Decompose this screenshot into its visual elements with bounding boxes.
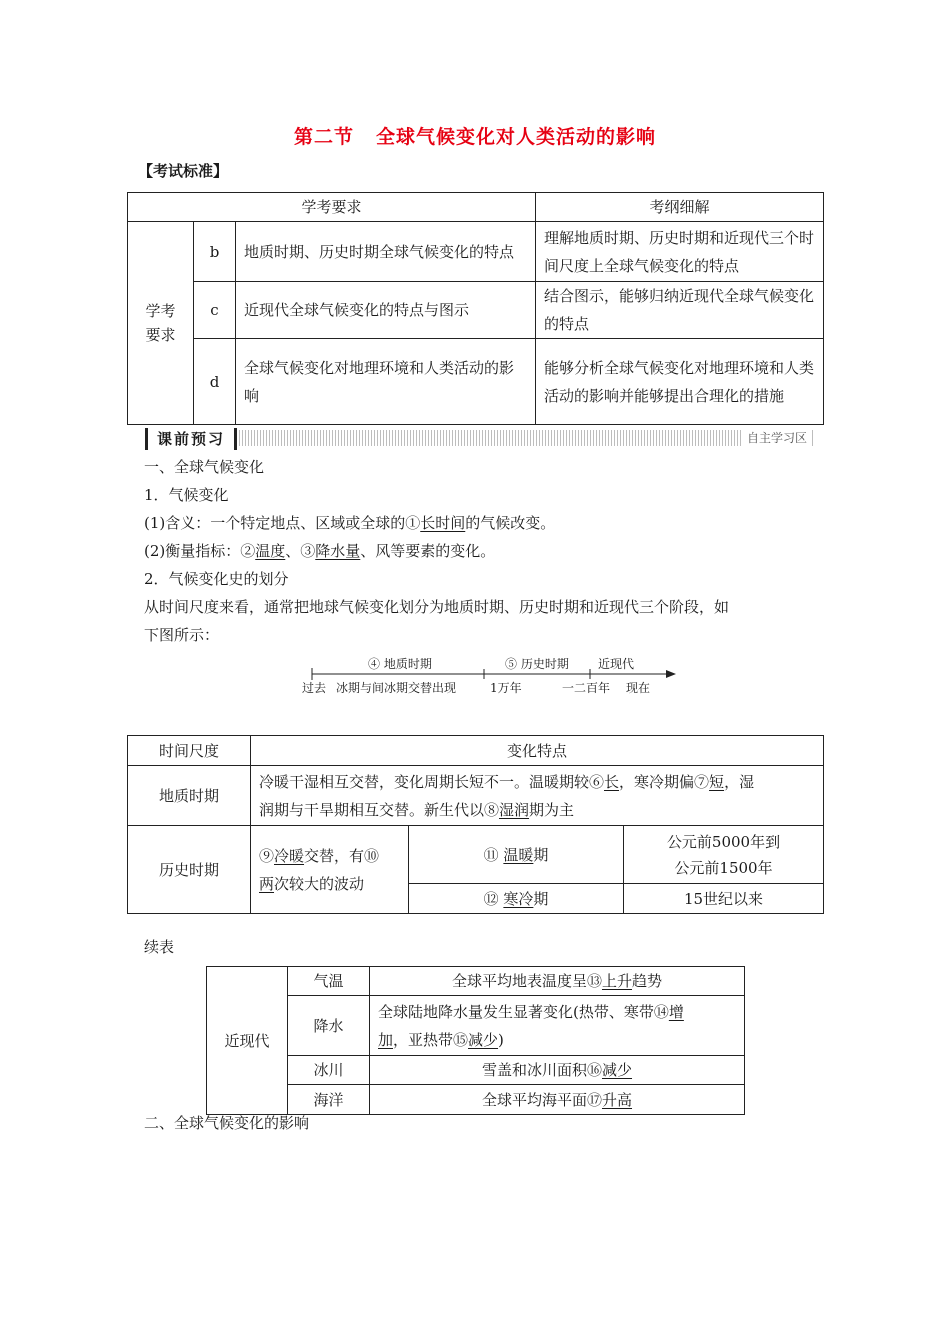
timeline-century: 一二百年 <box>562 681 611 695</box>
timeline-now: 现在 <box>626 681 651 695</box>
answer-17: 升高 <box>602 1090 633 1109</box>
answer-11: 温暖 <box>503 845 534 864</box>
answer-10: 两 <box>259 874 275 893</box>
elem-glacier: 冰川 <box>288 1056 370 1085</box>
timeline-modern-label: 近现代 <box>598 657 635 671</box>
precipitation-feature: 全球陆地降水量发生显著变化(热带、寒带⑭增 加，亚热带⑮减少) <box>370 996 745 1056</box>
answer-2: 温度 <box>255 542 286 560</box>
geologic-period-label: 地质时期 <box>128 766 251 826</box>
timeline-glacial-note: 冰期与间冰期交替出现 <box>336 681 457 695</box>
answer-6: 长 <box>604 772 620 791</box>
cold-period-time: 15世纪以来 <box>624 884 824 914</box>
exam-standard-heading: 【考试标准】 <box>138 162 229 180</box>
answer-15: 减少 <box>468 1030 499 1049</box>
glacier-feature: 雪盖和冰川面积⑯减少 <box>370 1056 745 1085</box>
requirement-b: 地质时期、历史时期全球气候变化的特点 <box>236 222 536 282</box>
section1-heading: 一、全球气候变化 <box>144 458 265 476</box>
title-text: 全球气候变化对人类活动的影响 <box>376 126 657 148</box>
warm-period: ⑪ 温暖期 <box>409 826 624 884</box>
timeline-diagram <box>300 656 680 700</box>
timeline-historic-label: ⑤ 历史时期 <box>505 657 569 671</box>
answer-9: 冷暖 <box>274 846 305 865</box>
measure-line: (2)衡量指标：②温度、③降水量、风等要素的变化。 <box>144 542 496 560</box>
timeline-geologic-label: ④ 地质时期 <box>368 657 432 671</box>
answer-12: 寒冷 <box>503 889 534 908</box>
banner-stripe <box>239 430 815 446</box>
historic-period-label: 历史时期 <box>128 826 251 914</box>
title-section: 第二节 <box>293 126 354 148</box>
group-label: 学考 要求 <box>128 222 194 425</box>
level-d: d <box>194 339 236 425</box>
elem-precipitation: 降水 <box>288 996 370 1056</box>
detail-c: 结合图示，能够归纳近现代全球气候变化的特点 <box>536 282 824 339</box>
page-title <box>0 122 950 149</box>
geologic-feature: 冷暖干湿相互交替，变化周期长短不一。温暖期较⑥长，寒冷期偏⑦短，湿 润期与干旱期相互交替。新生代以⑧湿润期为主 <box>251 766 824 826</box>
subheading-climate-change: 1．气候变化 <box>144 486 229 504</box>
paragraph-line-2: 下图所示： <box>144 626 220 644</box>
elem-ocean: 海洋 <box>288 1085 370 1115</box>
ocean-feature: 全球平均海平面⑰升高 <box>370 1085 745 1115</box>
detail-d: 能够分析全球气候变化对地理环境和人类活动的影响并能够提出合理化的措施 <box>536 339 824 425</box>
preview-banner <box>145 428 815 450</box>
definition-line: (1)含义：一个特定地点、区域或全球的①长时间的气候改变。 <box>144 514 556 532</box>
answer-16: 减少 <box>602 1061 633 1079</box>
modern-period-label: 近现代 <box>207 967 288 1115</box>
header-detail: 考纲细解 <box>536 193 824 222</box>
standard-table <box>127 192 824 425</box>
timeline-past: 过去 <box>302 681 327 695</box>
warm-period-time: 公元前5000年到 公元前1500年 <box>624 826 824 884</box>
elem-temperature: 气温 <box>288 967 370 996</box>
subheading-history: 2．气候变化史的划分 <box>144 570 289 588</box>
section2-heading: 二、全球气候变化的影响 <box>144 1114 310 1132</box>
change-table <box>127 735 824 914</box>
detail-b: 理解地质时期、历史时期和近现代三个时间尺度上全球气候变化的特点 <box>536 222 824 282</box>
answer-3: 降水量 <box>315 542 361 560</box>
answer-14a: 增 <box>668 1002 684 1021</box>
level-c: c <box>194 282 236 339</box>
modern-table <box>206 966 745 1115</box>
continued-label: 续表 <box>144 938 175 956</box>
timeline-10k-years: 1万年 <box>490 681 522 695</box>
header-time-scale: 时间尺度 <box>128 736 251 766</box>
answer-7: 短 <box>709 772 725 791</box>
requirement-c: 近现代全球气候变化的特点与图示 <box>236 282 536 339</box>
header-requirement: 学考要求 <box>128 193 536 222</box>
answer-14b: 加 <box>378 1030 394 1049</box>
temperature-feature: 全球平均地表温度呈⑬上升趋势 <box>370 967 745 996</box>
historic-feature: ⑨冷暖交替，有⑩ 两次较大的波动 <box>251 826 409 914</box>
cold-period: ⑫ 寒冷期 <box>409 884 624 914</box>
answer-1: 长时间 <box>420 514 466 532</box>
banner-label: 自主学习区 <box>743 430 811 446</box>
banner-tag: 课前预习 <box>145 428 237 450</box>
paragraph-line-1: 从时间尺度来看，通常把地球气候变化划分为地质时期、历史时期和近现代三个阶段，如 <box>144 598 730 616</box>
header-feature: 变化特点 <box>251 736 824 766</box>
level-b: b <box>194 222 236 282</box>
answer-13: 上升 <box>601 972 632 990</box>
answer-8: 湿润 <box>499 800 530 819</box>
requirement-d: 全球气候变化对地理环境和人类活动的影响 <box>236 339 536 425</box>
